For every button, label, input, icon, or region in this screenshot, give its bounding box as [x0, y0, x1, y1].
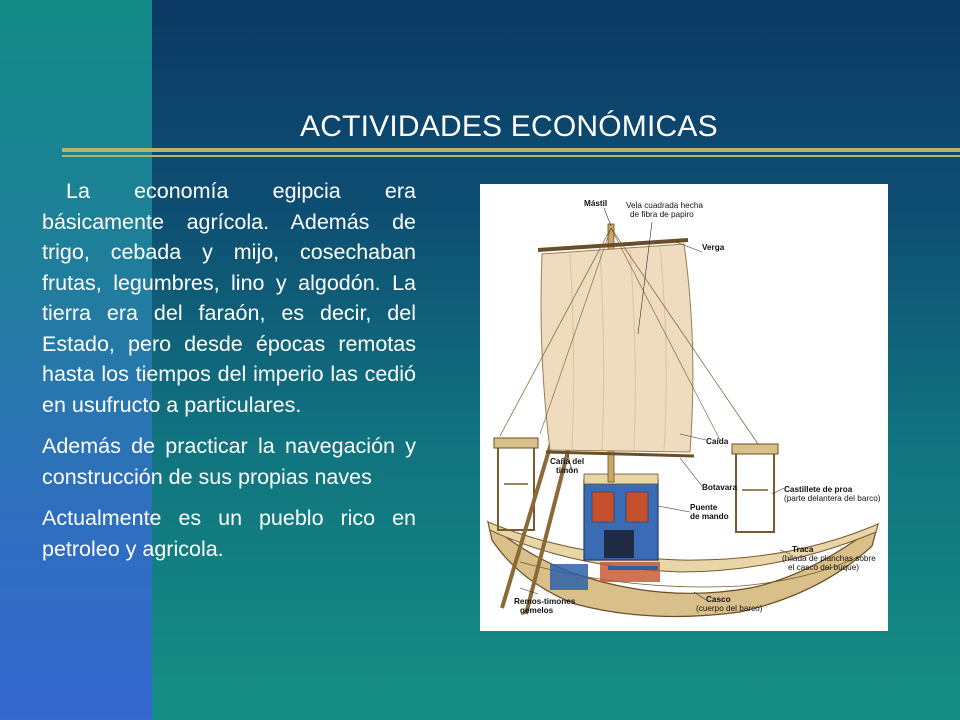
title-rule-thick	[62, 148, 960, 152]
paragraph-today: Actualmente es un pueblo rico en petroleo y agricola.	[42, 506, 416, 561]
hull-strake-stripe	[608, 566, 658, 570]
leader-remos	[520, 588, 538, 594]
label-cana-line1: Caña del	[550, 457, 585, 466]
slide-title: ACTIVIDADES ECONÓMICAS	[300, 110, 718, 143]
stern-pavilion-roof	[494, 438, 538, 448]
hull-strake-pattern-mid	[600, 562, 660, 582]
label-mastil: Mástil	[584, 199, 608, 208]
hull-strake-pattern-left	[550, 564, 588, 590]
label-puente-line2: de mando	[690, 512, 729, 521]
label-puente-line1: Puente	[690, 503, 718, 512]
body-text	[42, 176, 416, 575]
bow-pavilion-roof	[732, 444, 778, 454]
label-vela-line2: de fibra de papiro	[630, 210, 694, 219]
title-rule-thin	[62, 155, 960, 157]
label-castillete-line1: Castillete de proa	[784, 485, 853, 494]
label-casco-line1: Casco	[706, 595, 731, 604]
label-caida: Caída	[706, 437, 729, 446]
cabin-roof	[584, 474, 658, 484]
boat-diagram	[480, 184, 888, 631]
label-verga: Verga	[702, 243, 725, 252]
leader-botavara	[680, 458, 702, 486]
label-vela-line1: Vela cuadrada hecha	[626, 201, 703, 210]
cabin-door	[604, 530, 634, 558]
paragraph-economy: La economía egipcia era básicamente agrícola. Además de trigo, cebada y mijo, cosechaban frutas, legumbres, lino y algodón. La tierra era del faraón, es decir, del Estado, pero desde épocas remotas hasta los tiempos del imperio las cedió en usufructo a particulares.	[42, 179, 416, 417]
label-remos-line2: gemelos	[520, 606, 554, 615]
boat-illustration	[480, 184, 888, 631]
leader-mastil	[604, 208, 611, 226]
paragraph-navigation: Además de practicar la navegación y construcción de sus propias naves	[42, 434, 416, 489]
bow-pavilion	[736, 452, 774, 532]
label-cana-line2: timón	[556, 466, 579, 475]
cabin-panel-1	[592, 492, 614, 522]
label-botavara: Botavara	[702, 483, 738, 492]
label-traca-line1: Traca	[792, 545, 814, 554]
leader-puente	[658, 506, 690, 512]
label-traca-line3: el casco del buque)	[788, 563, 860, 572]
label-castillete-line2: (parte delantera del barco)	[784, 494, 881, 503]
label-remos-line1: Remos-timones	[514, 597, 576, 606]
square-sail	[541, 244, 693, 452]
label-casco-line2: (cuerpo del barco)	[696, 604, 763, 613]
label-traca-line2: (hilada de planchas sobre	[782, 554, 876, 563]
cabin-panel-2	[626, 492, 648, 522]
